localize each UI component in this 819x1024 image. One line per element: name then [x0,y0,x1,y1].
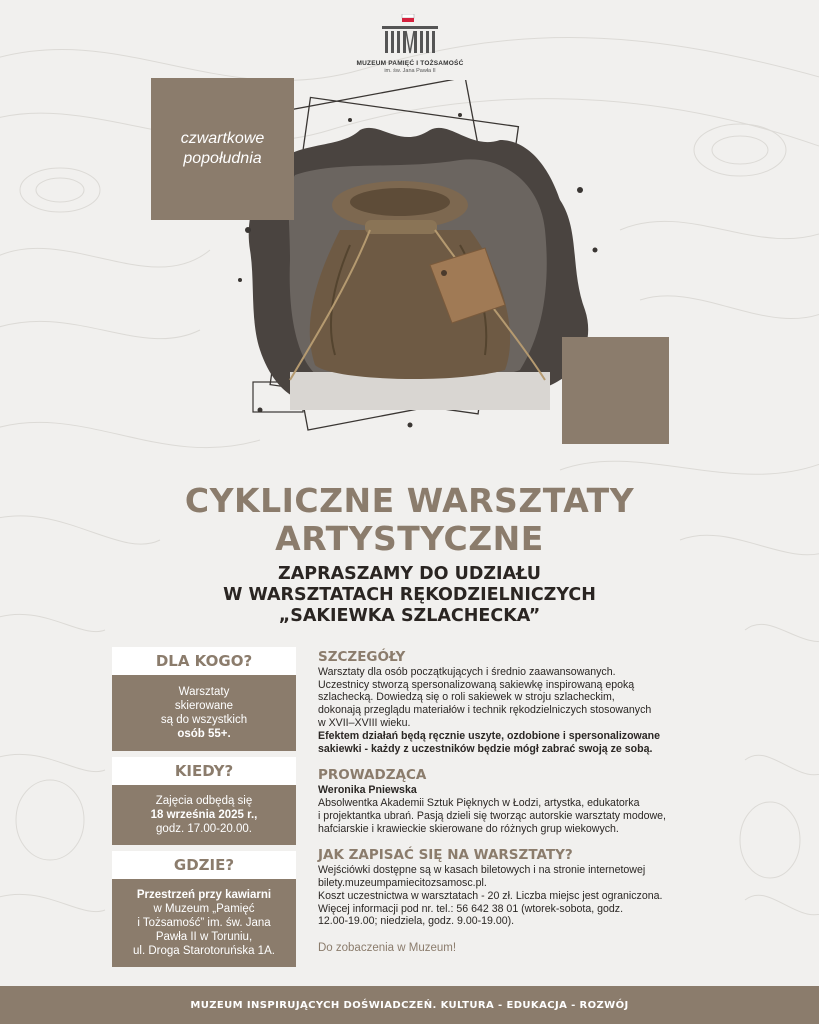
where-heading: GDZIE? [112,851,296,879]
footer-bar [0,986,819,1024]
details-line-2: Uczestnicy stworzą spersonalizowaną sakiewkę inspirowaną epoką [318,678,635,691]
details-line-3: szlachecką. Dowiedzą się o roli sakiewek w stroju szlacheckim, [318,691,615,704]
when-box [112,785,296,845]
weekday-tag-box [151,78,294,220]
where-line-3: i Tożsamość” im. św. Jana [137,917,271,929]
host-section [318,769,738,835]
details-section [318,651,738,755]
when-heading: KIEDY? [112,757,296,785]
details-line-4: dokonają przeglądu materiałów i technik rękodzielniczych stosowanych [318,704,652,717]
title-line-1: CYKLICZNE WARSZTATY [184,481,635,520]
details-bold-2: sakiewki - każdy z uczestników będzie mógł zabrać swoją ze sobą. [318,742,653,755]
decorative-square [562,337,669,444]
where-box [112,879,296,967]
when-line-3: godz. 17.00-20.00. [156,823,252,835]
who-line-4: osób 55+. [177,728,231,740]
host-line-1: Absolwentka Akademii Sztuk Pięknych w Łodzi, artystka, edukatorka [318,796,640,809]
logo-name: MUZEUM PAMIĘĆ I TOŻSAMOŚĆ [356,60,464,67]
signup-line-3: Koszt uczestnictwa w warsztatach - 20 zł. Liczba miejsc jest ograniczona. [318,889,663,902]
subtitle-line-2: W WARSZTATACH RĘKODZIELNICZYCH [223,585,596,605]
signup-section [318,849,738,928]
host-line-2: i projektantka ubrań. Pasją dzieli się tworząc autorskie warsztaty modowe, [318,809,666,822]
details-column [318,651,738,955]
who-line-1: Warsztaty [178,686,230,698]
details-heading: SZCZEGÓŁY [318,649,406,665]
tag-line-2: popołudnia [183,150,262,167]
who-line-3: są do wszystkich [160,714,248,726]
signup-line-5: 12.00-19.00; niedziela, godz. 9.00-19.00). [318,915,515,928]
closing-text: Do zobaczenia w Muzeum! [318,942,457,955]
info-sidebar [112,647,296,967]
museum-building-icon [380,14,440,56]
logo-subtitle: im. św. Jana Pawła II [384,68,436,74]
tag-line-1: czwartkowe [180,130,265,147]
signup-link[interactable]: bilety.muzeumpamiecitozsamosc.pl. [318,876,487,889]
subtitle-line-3: „SAKIEWKA SZLACHECKA” [278,606,541,626]
where-line-4: Pawła II w Toruniu, [155,931,253,943]
details-bold-1: Efektem działań będą ręcznie uszyte, ozdobione i spersonalizowane [318,729,661,742]
who-box [112,675,296,751]
title-line-2: ARTYSTYCZNE [275,519,544,558]
host-line-3: hafciarskie i krawieckie skierowane do różnych grup wiekowych. [318,822,619,835]
who-line-2: skierowane [174,700,234,712]
signup-line-4: Więcej informacji pod nr. tel.: 56 642 38 01 (wtorek-sobota, godz. [318,902,624,915]
signup-line-1: Wejściówki dostępne są w kasach biletowych i na stronie internetowej [318,864,646,877]
page-subtitle [0,564,819,627]
details-line-5: w XVII–XVIII wieku. [318,716,411,729]
where-line-5: ul. Droga Starotoruńska 1A. [133,945,275,957]
signup-heading: JAK ZAPISAĆ SIĘ NA WARSZTATY? [318,847,573,864]
subtitle-line-1: ZAPRASZAMY DO UDZIAŁU [278,564,541,584]
when-line-1: Zajęcia odbędą się [155,795,253,807]
when-line-2: 18 września 2025 r., [150,809,258,821]
page-title [0,482,819,558]
host-heading: PROWADZĄCA [318,767,427,784]
details-line-1: Warsztaty dla osób początkujących i średnio zaawansowanych. [318,665,616,678]
where-line-1: Przestrzeń przy kawiarni [136,889,272,901]
host-name: Weronika Pniewska [318,784,417,797]
where-line-2: w Muzeum „Pamięć [153,903,255,915]
who-heading: DLA KOGO? [112,647,296,675]
footer-text: MUZEUM INSPIRUJĄCYCH DOŚWIADCZEŃ. KULTURA - EDUKACJA - ROZWÓJ [190,999,629,1011]
